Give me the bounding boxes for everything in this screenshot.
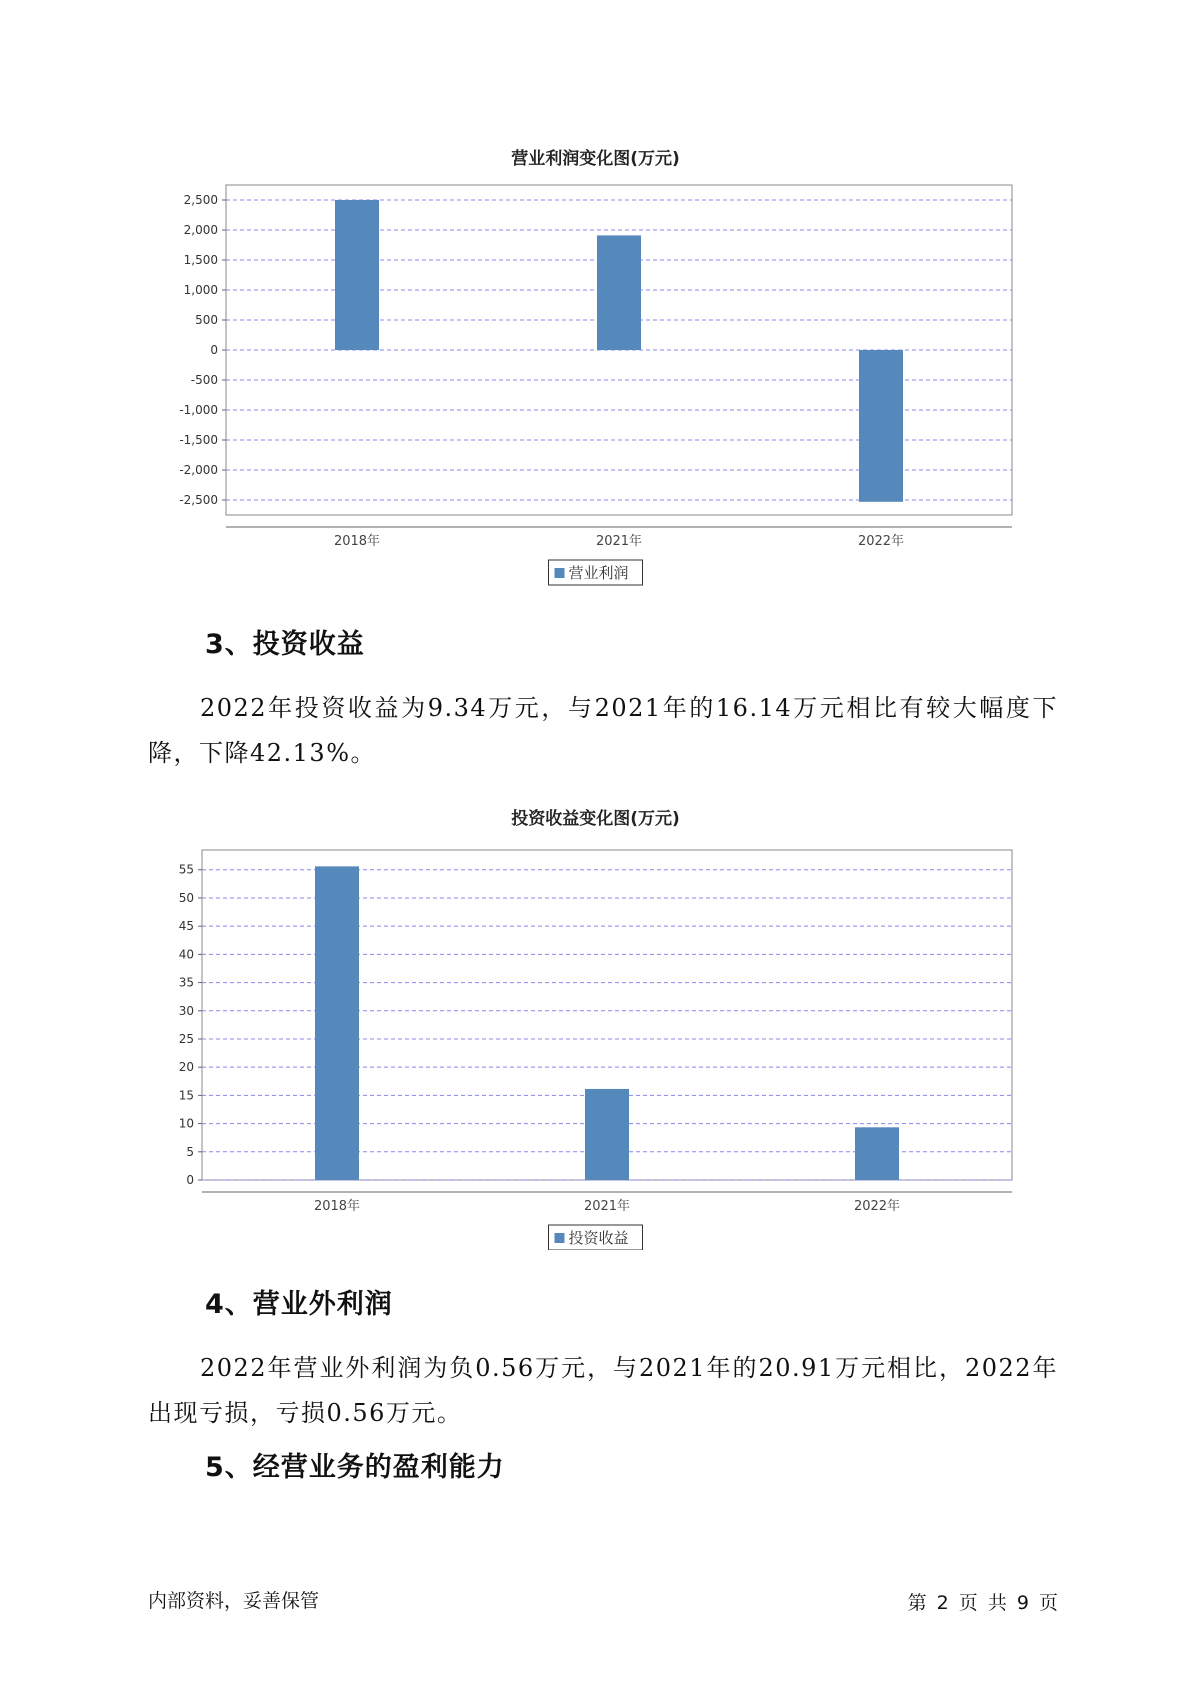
x-tick-label: 2022年 <box>857 534 905 549</box>
x-tick-label: 2018年 <box>313 1199 361 1214</box>
y-tick-label: 500 <box>195 313 218 327</box>
y-tick-label: 50 <box>178 890 194 905</box>
x-tick-label: 2021年 <box>595 534 643 549</box>
bar-2021年 <box>585 1089 629 1180</box>
section-3-text: 2022年投资收益为9.34万元，与2021年的16.14万元相比有较大幅度下降，下降42.13%。 <box>148 694 1058 767</box>
x-tick-label: 2021年 <box>583 1199 631 1214</box>
y-tick-label: 2,500 <box>183 193 218 207</box>
y-tick-label: -1,000 <box>179 403 218 417</box>
y-tick-label: 1,500 <box>183 253 218 267</box>
bar-2022年 <box>855 1127 899 1180</box>
y-tick-label: 1,000 <box>183 283 218 297</box>
y-tick-label: 5 <box>186 1144 194 1159</box>
chart-title: 投资收益变化图(万元) <box>511 809 680 829</box>
legend-swatch <box>555 1233 565 1243</box>
bar-2021年 <box>597 235 641 350</box>
y-tick-label: -2,500 <box>179 493 218 507</box>
y-tick-label: 2,000 <box>183 223 218 237</box>
x-tick-label: 2018年 <box>333 534 381 549</box>
section-3-heading: 3、投资收益 <box>205 629 365 660</box>
legend-label: 投资收益 <box>568 1229 629 1247</box>
y-tick-label: 0 <box>186 1173 194 1187</box>
y-tick-label: 30 <box>178 1003 194 1018</box>
y-tick-label: 15 <box>178 1088 194 1103</box>
y-tick-label: 45 <box>178 919 194 934</box>
y-tick-label: -1,500 <box>179 433 218 447</box>
operating-profit-chart-svg <box>0 140 1191 590</box>
section-4-text: 2022年营业外利润为负0.56万元，与2021年的20.91万元相比，2022年出现亏损，亏损0.56万元。 <box>148 1354 1058 1427</box>
legend-label: 营业利润 <box>568 564 629 582</box>
y-tick-label: 0 <box>210 343 218 357</box>
investment-income-chart-svg <box>0 800 1191 1250</box>
section-4-heading: 4、营业外利润 <box>205 1289 393 1320</box>
y-tick-label: 40 <box>178 947 194 962</box>
legend <box>549 1225 643 1250</box>
bar-2018年 <box>335 200 379 350</box>
y-tick-label: 10 <box>178 1116 194 1131</box>
investment-income-chart <box>0 800 1191 1250</box>
y-tick-label: 20 <box>178 1060 194 1075</box>
y-tick-label: 25 <box>178 1031 194 1046</box>
chart-title: 营业利润变化图(万元) <box>511 149 680 169</box>
bar-2018年 <box>315 866 359 1180</box>
bar-2022年 <box>859 350 903 502</box>
operating-profit-chart <box>0 140 1191 590</box>
y-tick-label: -500 <box>190 373 218 387</box>
legend <box>549 560 643 585</box>
footer-confidential-note: 内部资料，妥善保管 <box>148 1590 320 1612</box>
section-5-heading: 5、经营业务的盈利能力 <box>205 1452 505 1483</box>
y-tick-label: -2,000 <box>179 463 218 477</box>
x-tick-label: 2022年 <box>853 1199 901 1214</box>
y-tick-label: 55 <box>178 862 194 877</box>
y-tick-label: 35 <box>178 975 194 990</box>
footer-page-number: 第 2 页 共 9 页 <box>907 1592 1058 1614</box>
legend-swatch <box>555 568 565 578</box>
